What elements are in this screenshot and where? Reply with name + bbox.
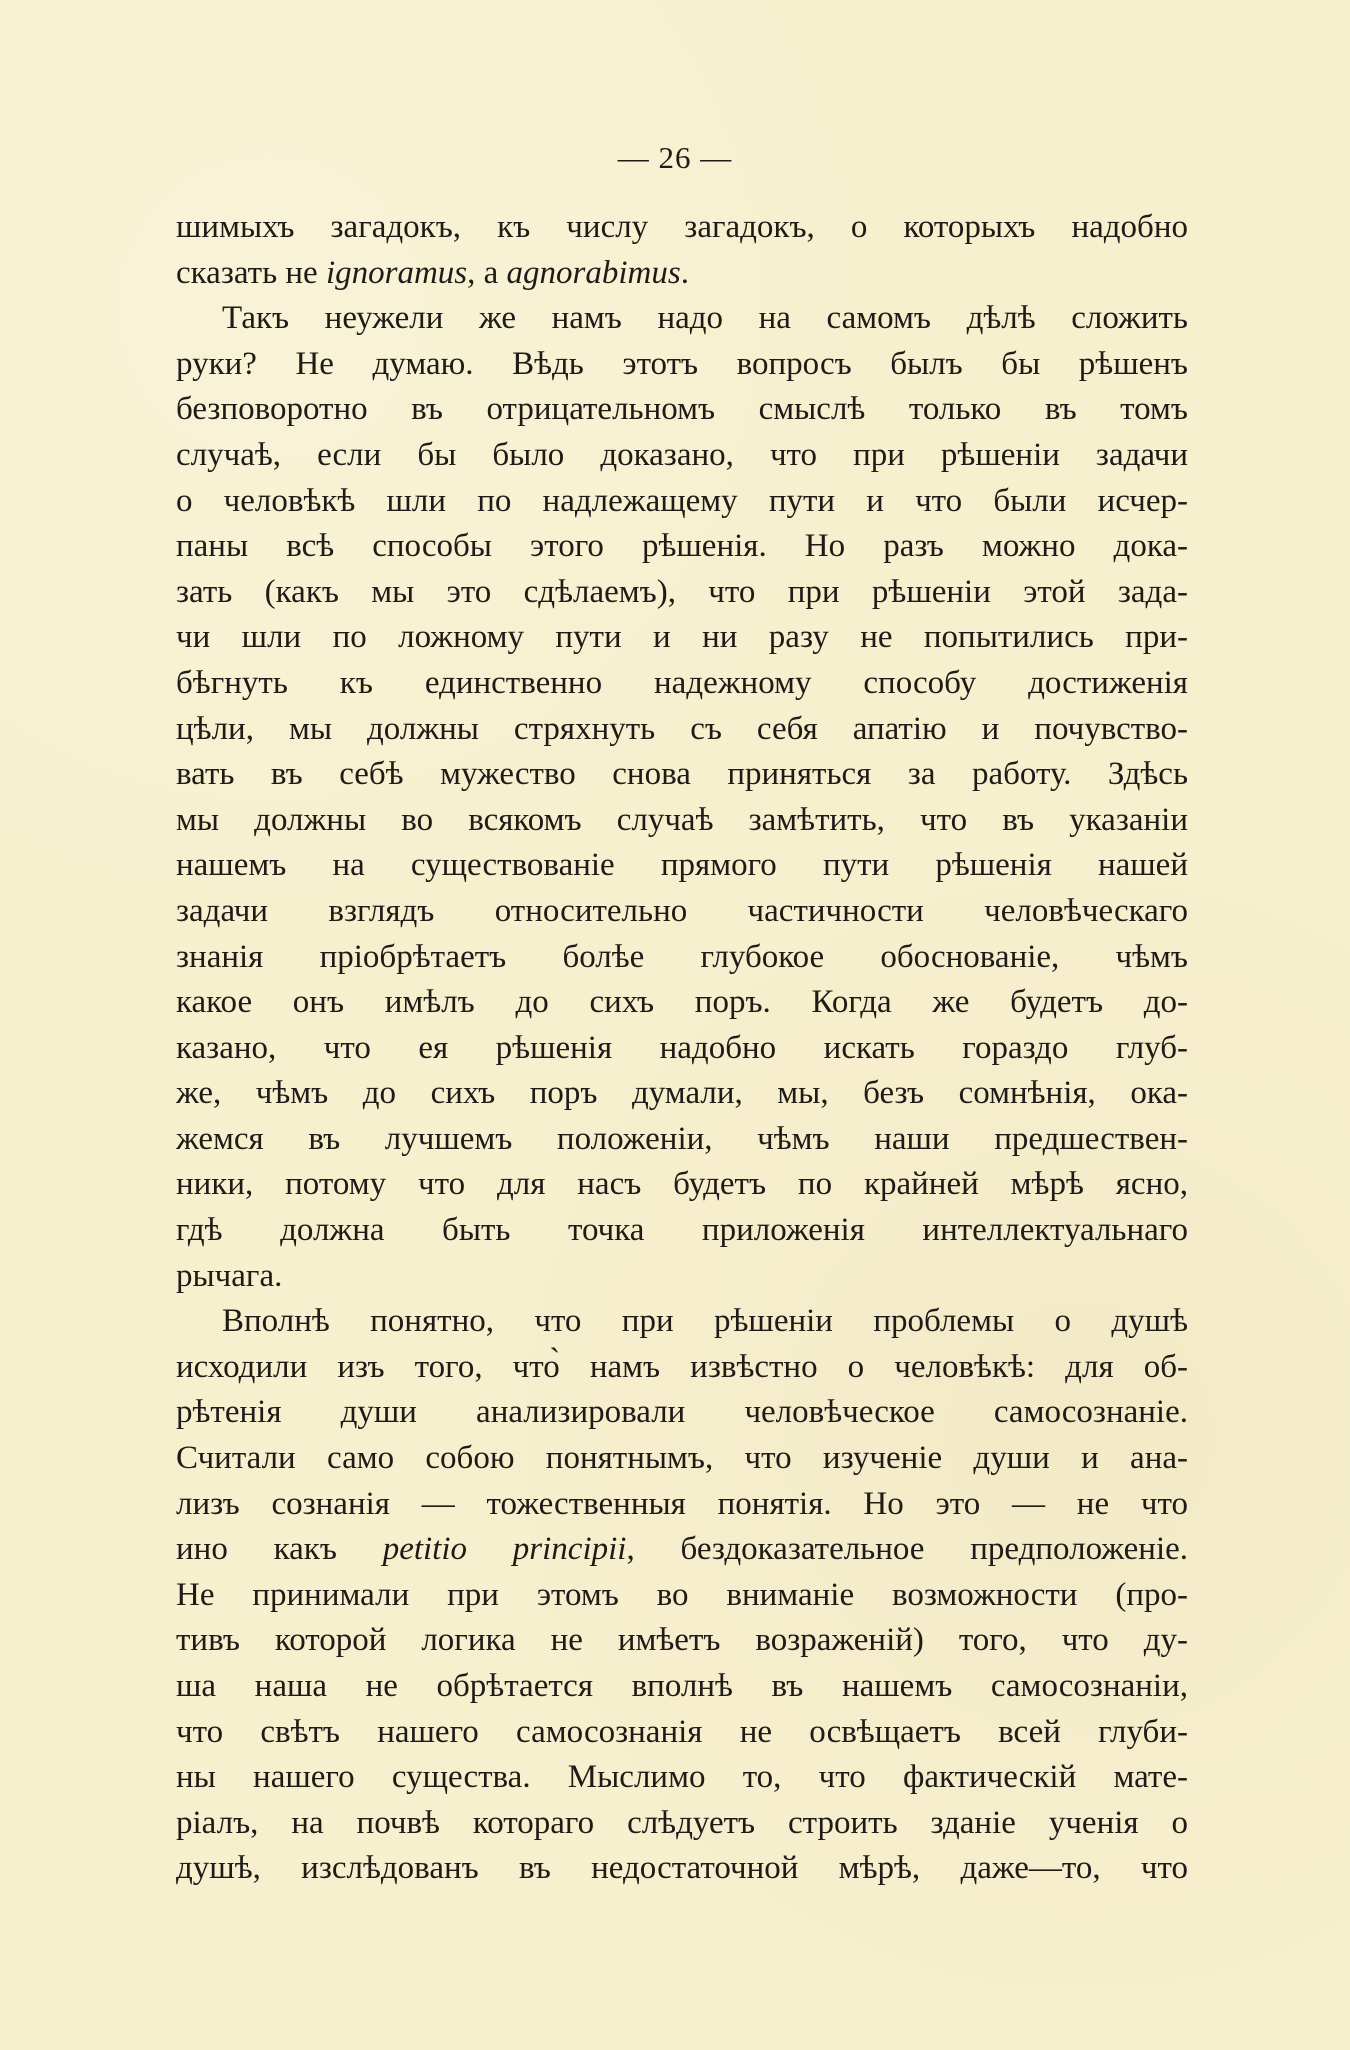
text-line: какое онъ имѣлъ до сихъ поръ. Когда же будетъ до- bbox=[176, 984, 1188, 1021]
text-line: знанія пріобрѣтаетъ болѣе глубокое обоснованіе, чѣмъ bbox=[176, 938, 1188, 975]
text-line: Не принимали при этомъ во вниманіе возможности (про- bbox=[176, 1576, 1188, 1613]
text-line: душѣ, изслѣдованъ въ недостаточной мѣрѣ, даже—то, что bbox=[176, 1850, 1188, 1887]
text-line: ны нашего существа. Мыслимо то, что фактическій мате- bbox=[176, 1759, 1188, 1796]
text-line: жемся въ лучшемъ положеніи, чѣмъ наши предшествен- bbox=[176, 1120, 1188, 1157]
page-text bbox=[176, 205, 1188, 1892]
italic-latin-term: ignoramus bbox=[325, 254, 468, 291]
text-line: цѣли, мы должны стряхнуть съ себя апатію и почувство- bbox=[176, 710, 1188, 747]
text-line: ріалъ, на почвѣ котораго слѣдуетъ строить зданіе ученія о bbox=[176, 1804, 1188, 1841]
text-line: исходили изъ того, что̀ намъ извѣстно о человѣкѣ: для об- bbox=[176, 1348, 1188, 1385]
text-line: что свѣтъ нашего самосознанія не освѣщаетъ всей глуби- bbox=[176, 1713, 1188, 1750]
text-line: гдѣ должна быть точка приложенія интеллектуальнаго bbox=[176, 1212, 1188, 1249]
text-line: безповоротно въ отрицательномъ смыслѣ только въ томъ bbox=[176, 391, 1188, 428]
text-fragment: , а bbox=[467, 254, 507, 291]
italic-latin-term: agnorabimus bbox=[506, 254, 681, 291]
italic-latin-term: petitio principii bbox=[382, 1531, 627, 1568]
text-line: задачи взглядъ относительно частичности человѣческаго bbox=[176, 892, 1188, 929]
text-line: же, чѣмъ до сихъ поръ думали, мы, безъ сомнѣнія, ока- bbox=[176, 1075, 1188, 1112]
text-line bbox=[176, 1527, 1188, 1573]
text-line: нашемъ на существованіе прямого пути рѣшенія нашей bbox=[176, 847, 1188, 884]
text-line: рычага. bbox=[176, 1257, 283, 1294]
text-fragment: ино какъ bbox=[176, 1531, 383, 1568]
text-line: тивъ которой логика не имѣетъ возраженій) того, что ду- bbox=[176, 1622, 1188, 1659]
text-line: лизъ сознанія — тожественныя понятія. Но это — не что bbox=[176, 1485, 1188, 1522]
text-line: мы должны во всякомъ случаѣ замѣтить, что въ указаніи bbox=[176, 801, 1188, 838]
text-line: руки? Не думаю. Вѣдь этотъ вопросъ былъ бы рѣшенъ bbox=[176, 345, 1188, 382]
text-line: ша наша не обрѣтается вполнѣ въ нашемъ самосознаніи, bbox=[176, 1668, 1188, 1704]
text-line: вать въ себѣ мужество снова приняться за работу. Здѣсь bbox=[176, 756, 1188, 793]
text-line: бѣгнуть къ единственно надежному способу достиженія bbox=[176, 664, 1188, 701]
text-line: чи шли по ложному пути и ни разу не попытились при- bbox=[176, 619, 1188, 656]
text-line bbox=[176, 251, 1188, 297]
text-fragment: . bbox=[680, 254, 689, 291]
text-line: Считали само собою понятнымъ, что изученіе души и ана- bbox=[176, 1440, 1188, 1477]
page-number: — 26 — bbox=[617, 140, 733, 175]
text-line: паны всѣ способы этого рѣшенія. Но разъ можно дока- bbox=[176, 528, 1188, 565]
text-fragment: сказать не bbox=[176, 254, 326, 291]
text-line: казано, что ея рѣшенія надобно искать гораздо глуб- bbox=[176, 1029, 1188, 1066]
text-line: зать (какъ мы это сдѣлаемъ), что при рѣшеніи этой зада- bbox=[176, 573, 1188, 610]
paragraph-start-line: Вполнѣ понятно, что при рѣшеніи проблемы о душѣ bbox=[222, 1303, 1188, 1340]
text-fragment: , бездоказательное предположеніе. bbox=[626, 1531, 1188, 1568]
text-line: ники, потому что для насъ будетъ по крайней мѣрѣ ясно, bbox=[176, 1166, 1188, 1203]
text-line: шимыхъ загадокъ, къ числу загадокъ, о которыхъ надобно bbox=[176, 209, 1188, 245]
text-line: рѣтенія души анализировали человѣческое самосознаніе. bbox=[176, 1394, 1188, 1431]
paragraph-start-line: Такъ неужели же намъ надо на самомъ дѣлѣ сложить bbox=[222, 300, 1188, 337]
text-line: случаѣ, если бы было доказано, что при рѣшеніи задачи bbox=[176, 436, 1188, 473]
text-line: о человѣкѣ шли по надлежащему пути и что были исчер- bbox=[176, 482, 1188, 519]
